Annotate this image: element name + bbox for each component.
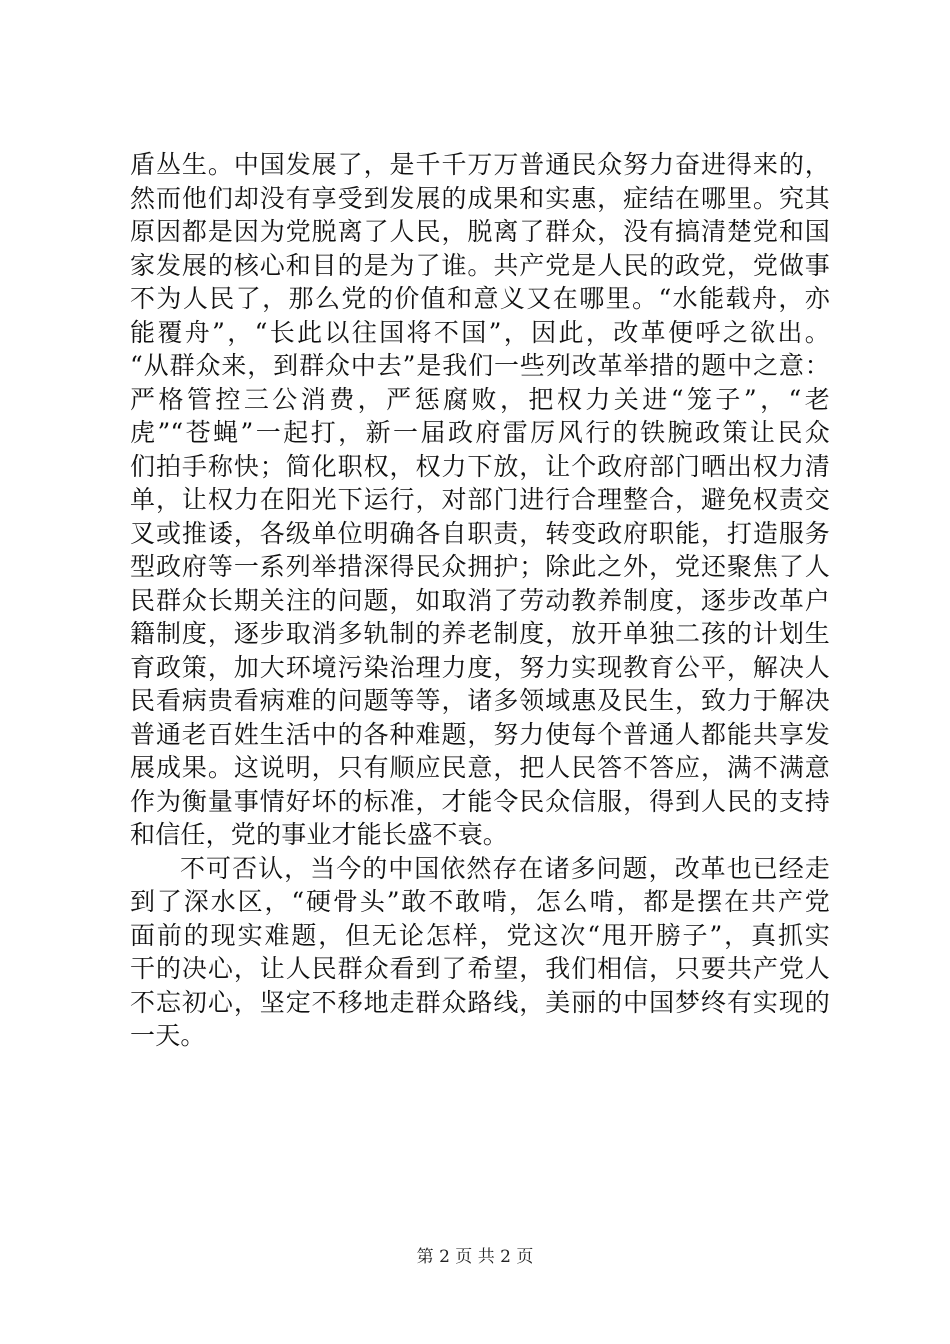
text-line: 面前的现实难题，但无论怎样，党这次“甩开膀子”，真抓实	[130, 920, 830, 950]
text-line: 和信任，党的事业才能长盛不衰。	[130, 820, 509, 849]
text-line: 展成果。这说明，只有顺应民意，把人民答不答应，满不满意	[130, 753, 830, 782]
text-line: 不可否认，当今的中国依然存在诸多问题，改革也已经走	[180, 853, 830, 883]
text-line: 民看病贵看病难的问题等等，诸多领域惠及民生，致力于解决	[130, 686, 830, 715]
document-body	[130, 148, 830, 1053]
text-line: 到了深水区，“硬骨头”敢不敢啃，怎么啃，都是摆在共产党	[130, 887, 830, 916]
paragraph-1	[130, 148, 830, 852]
text-line: 盾丛生。中国发展了，是千千万万普通民众努力奋进得来的，	[130, 150, 830, 179]
text-line: 单，让权力在阳光下运行，对部门进行合理整合，避免权责交	[130, 485, 830, 514]
text-line: 虎”“苍蝇”一起打，新一届政府雷厉风行的铁腕政策让民众	[130, 418, 830, 447]
text-line: 籍制度，逐步取消多轨制的养老制度，放开单独二孩的计划生	[130, 619, 830, 648]
text-line: 作为衡量事情好坏的标准，才能令民众信服，得到人民的支持	[130, 786, 830, 816]
text-line: 们拍手称快；简化职权，权力下放，让个政府部门晒出权力清	[130, 451, 830, 481]
text-line: 不为人民了，那么党的价值和意义又在哪里。“水能载舟，亦	[130, 284, 830, 313]
text-line: 能覆舟”，“长此以往国将不国”，因此，改革便呼之欲出。	[130, 317, 830, 347]
text-line: 不忘初心，坚定不移地走群众路线，美丽的中国梦终有实现的	[130, 987, 830, 1017]
text-line: “从群众来，到群众中去”是我们一些列改革举措的题中之意：	[130, 351, 830, 380]
text-line: 叉或推诿，各级单位明确各自职责，转变政府职能，打造服务	[130, 518, 830, 548]
text-line: 严格管控三公消费，严惩腐败，把权力关进“笼子”，“老	[130, 384, 830, 414]
text-line: 民群众长期关注的问题，如取消了劳动教养制度，逐步改革户	[130, 585, 830, 615]
text-line: 普通老百姓生活中的各种难题，努力使每个普通人都能共享发	[130, 719, 830, 749]
text-line: 干的决心，让人民群众看到了希望，我们相信，只要共产党人	[130, 954, 830, 983]
text-line: 一天。	[130, 1021, 206, 1050]
text-line: 然而他们却没有享受到发展的成果和实惠，症结在哪里。究其	[130, 183, 830, 213]
text-line: 原因都是因为党脱离了人民，脱离了群众，没有搞清楚党和国	[130, 217, 830, 246]
text-line: 家发展的核心和目的是为了谁。共产党是人民的政党，党做事	[130, 250, 830, 280]
text-line: 育政策，加大环境污染治理力度，努力实现教育公平，解决人	[130, 652, 830, 682]
paragraph-2	[130, 852, 830, 1053]
text-line: 型政府等一系列举措深得民众拥护；除此之外，党还聚焦了人	[130, 552, 830, 581]
page-footer: 第 2 页 共 2 页	[416, 1247, 534, 1267]
